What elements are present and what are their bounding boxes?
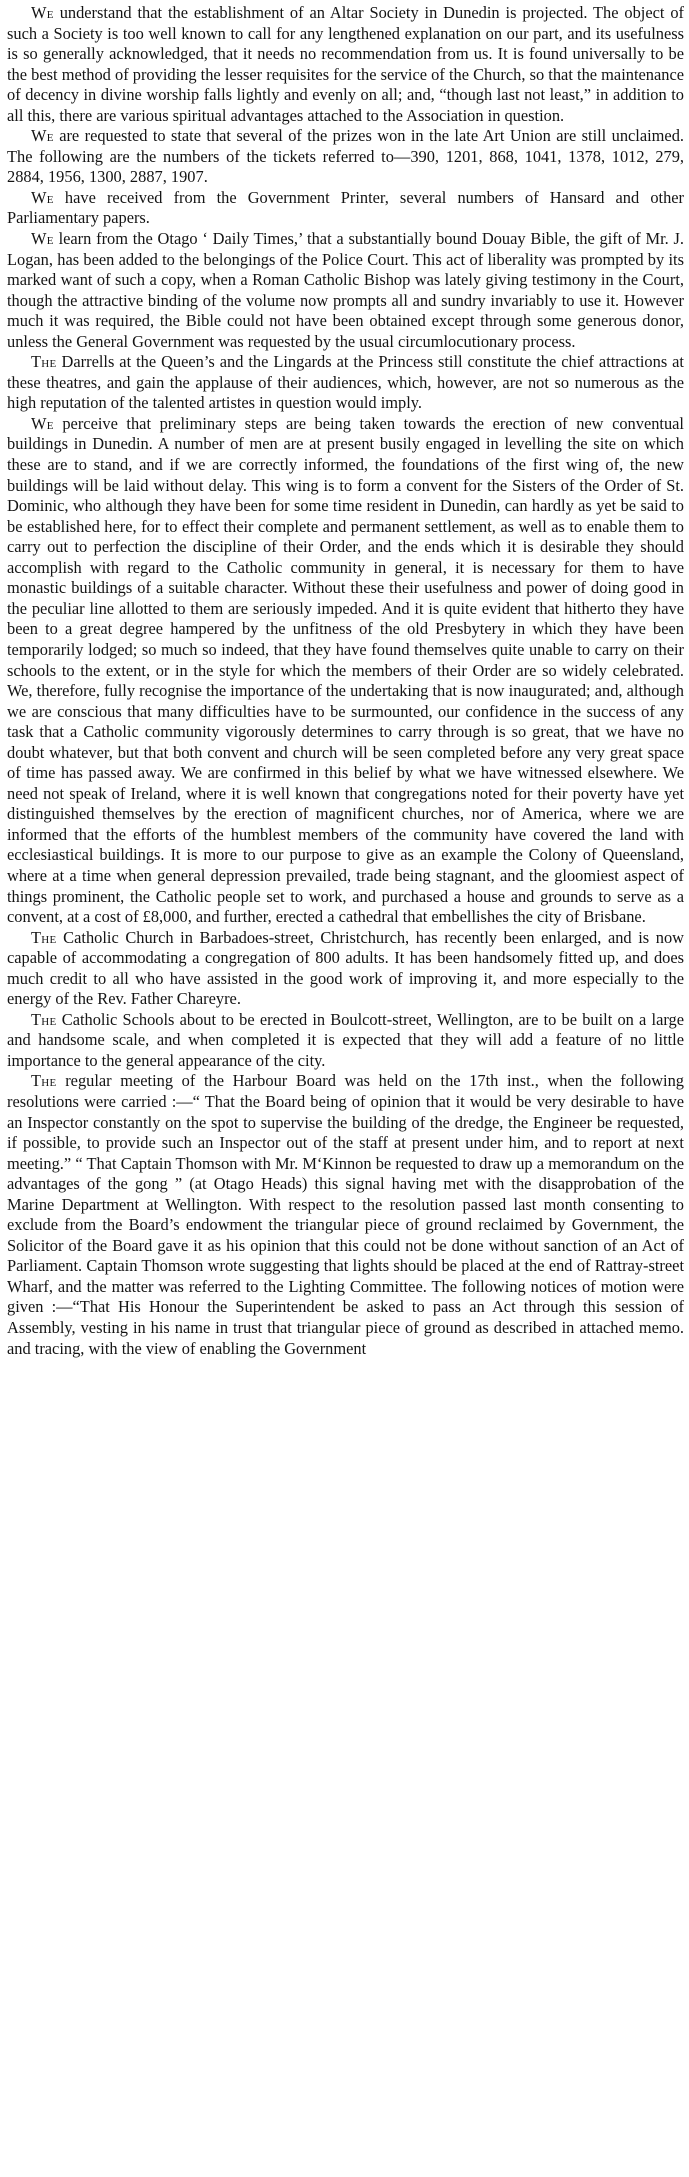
christchurch-church-paragraph xyxy=(7,928,684,1010)
paragraph-text: have received from the Government Printer, several numbers of Hansard and other Parliamentary papers. xyxy=(7,187,684,228)
harbour-board-paragraph xyxy=(7,1071,684,1359)
paragraph-lead-word: We xyxy=(31,413,54,433)
paragraph-lead-word: We xyxy=(31,187,54,207)
paragraph-text: regular meeting of the Harbour Board was held on the 17th inst., when the following resolutions were carried :—“ That the Board being of opinion that it would be very desirable to have an Inspector constantly on the spot to supervise the building of the dredge, the Engineer be requested, if possible, to provide such an Inspector out of the staff at present under him, and to report at next meeting.” “ That Captain Thomson with Mr. M‘Kinnon be requested to draw up a memorandum on the advantages of the gong ” (at Otago Heads) this signal having met with the disapprobation of the Marine Department at Wellington. With respect to the resolution passed last month consenting to exclude from the Board’s endowment the triangular piece of ground reclaimed by Government, the Solicitor of the Board gave it as his opinion that this could not be done without sanction of an Act of Parliament. Captain Thomson wrote suggesting that lights should be placed at the end of Rattray-street Wharf, and the matter was referred to the Lighting Committee. The following notices of motion were given :—“That His Honour the Superintendent be asked to pass an Act through this session of Assembly, vesting in his name in trust that triangular piece of ground as described in attached memo. and tracing, with the view of enabling the Government xyxy=(7,1071,684,1358)
paragraph-lead-word: We xyxy=(31,126,54,146)
paragraph-lead-word: The xyxy=(31,927,57,947)
douay-bible-paragraph xyxy=(7,229,684,352)
paragraph-lead-word: The xyxy=(31,1009,57,1029)
altar-society-paragraph xyxy=(7,3,684,126)
theatres-paragraph xyxy=(7,352,684,414)
paragraph-lead-word: We xyxy=(31,3,54,22)
wellington-schools-paragraph xyxy=(7,1010,684,1072)
paragraph-lead-word: We xyxy=(31,229,54,249)
paragraph-text: Catholic Church in Barbadoes-street, Christchurch, has recently been enlarged, and is now capable of accommodating a congregation of 800 adults. It has been handsomely fitted up, and does much credit to all who have assisted in the good work of improving it, and more especially to the energy of the Rev. Father Chareyre. xyxy=(7,927,684,1009)
paragraph-text: Catholic Schools about to be erected in Boulcott-street, Wellington, are to be built on a large and handsome scale, and when completed it is expected that they will add a feature of no little importance to the general appearance of the city. xyxy=(7,1009,684,1070)
government-printer-paragraph xyxy=(7,188,684,229)
paragraph-text: understand that the establishment of an Altar Society in Dunedin is projected. The object of such a Society is too well known to call for any lengthened explanation on our part, and its usefulness is so generally acknowledged, that it needs no recommendation from us. It is found universally to be the best method of providing the lesser requisites for the service of the Church, so that the maintenance of decency in divine worship falls lightly and evenly on all; and, “though last not least,” in addition to all this, there are various spiritual advantages attached to the Association in question. xyxy=(7,3,684,125)
paragraph-text: perceive that preliminary steps are being taken towards the erection of new conventual buildings in Dunedin. A number of men are at present busily engaged in levelling the site on which these are to stand, and if we are correctly informed, the foundations of the first wing of, the new buildings will be laid without delay. This wing is to form a convent for the Sisters of the Order of St. Dominic, who although they have been for some time resident in Dunedin, can hardly as yet be said to be established here, for to effect their complete and permanent settlement, as well as to enable them to carry out to perfection the discipline of their Order, and the ends which it is desirable they should accomplish with regard to the Catholic community in general, it is necessary for them to have monastic buildings of a suitable character. Without these their usefulness and power of doing good in the peculiar line allotted to them are seriously impeded. And it is quite evident that hitherto they have been to a great degree hampered by the unfitness of the old Presbytery in which they have been temporarily lodged; so much so indeed, that they have found themselves quite unable to carry on their schools to the extent, or in the style for which the members of their Order are so widely celebrated. We, therefore, fully recognise the importance of the undertaking that is now inaugurated; and, although we are conscious that many difficulties have to be surmounted, our confidence in the success of any task that a Catholic community vigorously determines to carry through is so great, that we have no doubt whatever, but that both convent and church will be seen completed before any very great space of time has passed away. We are confirmed in this belief by what we have witnessed elsewhere. We need not speak of Ireland, where it is well known that congregations noted for their poverty have yet distinguished themselves by the erection of magnificent churches, nor of America, where we are informed that the efforts of the humblest members of the community have covered the land with ecclesiastical buildings. It is more to our purpose to give as an example the Colony of Queensland, where at a time when general depression prevailed, trade being stagnant, and the gloomiest aspect of things prominent, the Catholic people set to work, and purchased a house and grounds to serve as a convent, at a cost of £8,000, and further, erected a cathedral that embellishes the city of Brisbane. xyxy=(7,413,684,927)
paragraph-lead-word: The xyxy=(31,1071,57,1091)
paragraph-text: Darrells at the Queen’s and the Lingards at the Princess still constitute the chief attractions at these theatres, and gain the applause of their audiences, which, however, are not so numerous as the high reputation of the talented artistes in question would imply. xyxy=(7,352,684,413)
paragraph-text: are requested to state that several of the prizes won in the late Art Union are still unclaimed. The following are the numbers of the tickets referred to—390, 1201, 868, 1041, 1378, 1012, 279, 2884, 1956, 1300, 2887, 1907. xyxy=(7,126,684,187)
paragraph-text: learn from the Otago ‘ Daily Times,’ that a substantially bound Douay Bible, the gift of Mr. J. Logan, has been added to the belongings of the Police Court. This act of liberality was prompted by its marked want of such a copy, when a Roman Catholic Bishop was lately giving testimony in the Court, though the attractive binding of the volume now prompts all and sundry invariably to use it. However much it was required, the Bible could not have been obtained except through some generous donor, unless the General Government was requested by the usual circumlocutionary process. xyxy=(7,229,684,351)
paragraph-lead-word: The xyxy=(31,352,57,372)
conventual-buildings-paragraph xyxy=(7,414,684,928)
art-union-paragraph xyxy=(7,126,684,188)
